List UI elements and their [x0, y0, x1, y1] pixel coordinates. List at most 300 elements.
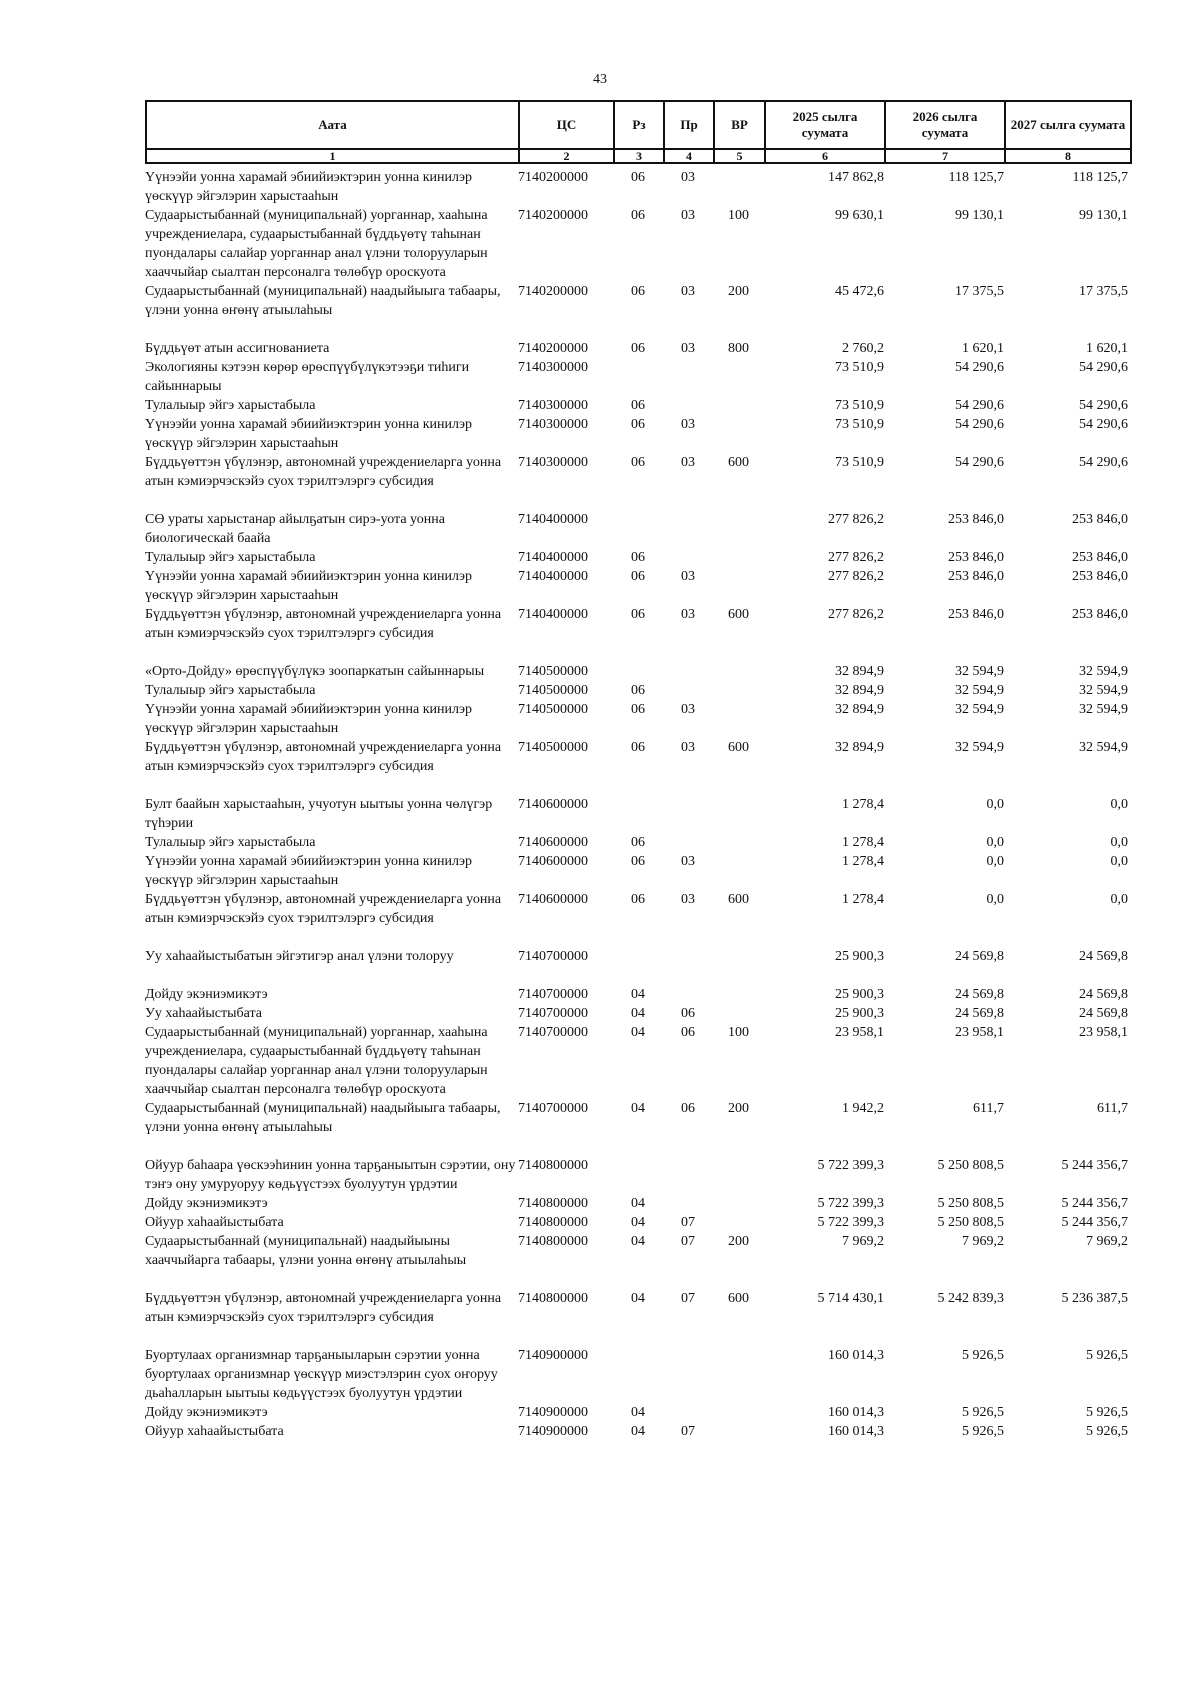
row-amount-2026: 24 569,8	[955, 987, 1004, 1002]
row-pr: 06	[681, 1025, 695, 1040]
row-pr: 07	[681, 1424, 695, 1439]
row-pr: 07	[681, 1291, 695, 1306]
row-vr	[713, 947, 764, 985]
row-amount-2025: 45 472,6	[835, 284, 884, 299]
table-row	[145, 548, 1130, 567]
row-name: Судаарыстыбаннай (муниципальнай) наадыйыыга табаары, үлэни уонна өҥөнү атыылаһыы	[145, 284, 501, 318]
table-row	[145, 1346, 1130, 1403]
row-vr	[713, 795, 764, 833]
row-amount-2027: 253 846,0	[1072, 569, 1128, 584]
table-row	[145, 985, 1130, 1004]
table-row	[145, 1422, 1130, 1441]
row-amount-2026: 0,0	[986, 835, 1004, 850]
row-amount-2027: 24 569,8	[1079, 987, 1128, 1002]
row-cs: 7140600000	[518, 835, 588, 850]
row-name: Экологияны кэтээн көрөр өрөспүүбүлүкэтээҕи тиһиги сайыннарыы	[145, 360, 470, 394]
table-row	[145, 567, 1130, 605]
row-amount-2027: 7 969,2	[1086, 1234, 1128, 1249]
table-row	[145, 890, 1130, 947]
row-amount-2026: 5 250 808,5	[937, 1215, 1004, 1230]
row-cs: 7140900000	[518, 1348, 588, 1363]
row-vr: 100	[728, 208, 749, 223]
row-amount-2026: 54 290,6	[955, 360, 1004, 375]
row-amount-2027: 253 846,0	[1072, 512, 1128, 527]
row-pr: 03	[681, 417, 695, 432]
header-num-6: 6	[765, 149, 885, 163]
row-amount-2026: 32 594,9	[955, 683, 1004, 698]
row-cs: 7140800000	[518, 1158, 588, 1173]
row-amount-2026: 7 969,2	[962, 1234, 1004, 1249]
row-name: Дойду экэниэмикэтэ	[145, 1405, 268, 1420]
row-amount-2027: 54 290,6	[1079, 417, 1128, 432]
header-cs: ЦС	[519, 101, 614, 149]
row-name: Судаарыстыбаннай (муниципальнай) уорганнар, хааһына учреждениелара, судаарыстыбаннай бүддьүөтү таһынан пуондалары салайар уорганнар анал үлэни толорууларын хааччыйар сыалтан персоналга төлөбүр ороскуота	[145, 1025, 488, 1097]
row-cs: 7140700000	[518, 1101, 588, 1116]
row-name: Тулалыыр эйгэ харыстабыла	[145, 683, 316, 698]
row-amount-2026: 5 250 808,5	[937, 1196, 1004, 1211]
row-rz: 06	[631, 284, 645, 299]
row-amount-2025: 32 894,9	[835, 702, 884, 717]
row-amount-2026: 5 926,5	[962, 1405, 1004, 1420]
row-amount-2025: 1 278,4	[842, 797, 884, 812]
row-amount-2026: 0,0	[986, 854, 1004, 869]
row-vr: 600	[728, 740, 749, 755]
row-pr	[663, 681, 713, 700]
row-amount-2025: 32 894,9	[835, 664, 884, 679]
row-cs: 7140600000	[518, 797, 588, 812]
row-vr: 600	[728, 455, 749, 470]
row-name: Судаарыстыбаннай (муниципальнай) уорганнар, хааһына учреждениелара, судаарыстыбаннай бүддьүөтү таһынан пуондалары салайар уорганнар анал үлэни толорууларын хааччыйар сыалтан персоналга төлөбүр ороскуота	[145, 208, 488, 280]
table-row	[145, 1403, 1130, 1422]
row-rz	[613, 1156, 663, 1194]
row-name: Бүддьүөттэн үбүлэнэр, автономнай учреждениеларга уонна атын кэмиэрчэскэйэ суох тэрилтэлэргэ субсидия	[145, 740, 502, 774]
row-pr	[663, 358, 713, 396]
row-pr	[663, 396, 713, 415]
row-vr: 800	[728, 341, 749, 356]
row-rz	[613, 795, 663, 833]
row-amount-2027: 5 926,5	[1086, 1405, 1128, 1420]
row-vr	[713, 510, 764, 548]
row-amount-2025: 73 510,9	[835, 455, 884, 470]
row-pr: 03	[681, 854, 695, 869]
row-vr	[713, 833, 764, 852]
row-rz: 04	[631, 1101, 645, 1116]
row-cs: 7140500000	[518, 683, 588, 698]
table-row	[145, 1004, 1130, 1023]
header-num-4: 4	[664, 149, 714, 163]
table-row	[145, 738, 1130, 795]
row-name: Ойуур баһаара үөскээһинин уонна тарҕаныытын сэрэтии, ону тэҥэ ону умуруоруу көдьүүстээх буолуутун үрдэтии	[145, 1158, 516, 1192]
row-amount-2026: 24 569,8	[955, 1006, 1004, 1021]
row-cs: 7140700000	[518, 987, 588, 1002]
row-name: Бүддьүөттэн үбүлэнэр, автономнай учреждениеларга уонна атын кэмиэрчэскэйэ суох тэрилтэлэргэ субсидия	[145, 1291, 502, 1325]
header-name: Аата	[146, 101, 519, 149]
row-amount-2027: 5 926,5	[1086, 1348, 1128, 1363]
table-row	[145, 282, 1130, 339]
row-amount-2026: 253 846,0	[948, 512, 1004, 527]
row-cs: 7140300000	[518, 455, 588, 470]
row-vr	[713, 681, 764, 700]
row-cs: 7140900000	[518, 1405, 588, 1420]
row-amount-2025: 5 722 399,3	[817, 1196, 884, 1211]
row-amount-2025: 160 014,3	[828, 1405, 884, 1420]
row-amount-2026: 54 290,6	[955, 455, 1004, 470]
row-rz: 04	[631, 987, 645, 1002]
row-pr: 03	[681, 208, 695, 223]
row-rz: 06	[631, 854, 645, 869]
row-vr	[713, 1422, 764, 1441]
row-amount-2025: 73 510,9	[835, 398, 884, 413]
row-name: Ойуур хаһаайыстыбата	[145, 1215, 284, 1230]
table-row	[145, 833, 1130, 852]
header-2027: 2027 сылга суумата	[1005, 101, 1131, 149]
row-name: Ойуур хаһаайыстыбата	[145, 1424, 284, 1439]
row-amount-2026: 5 926,5	[962, 1348, 1004, 1363]
row-amount-2025: 5 722 399,3	[817, 1158, 884, 1173]
row-pr	[663, 662, 713, 681]
row-cs: 7140200000	[518, 208, 588, 223]
row-vr	[713, 700, 764, 738]
row-pr	[663, 985, 713, 1004]
header-vr: ВР	[714, 101, 765, 149]
row-cs: 7140700000	[518, 1006, 588, 1021]
row-amount-2027: 5 244 356,7	[1061, 1215, 1128, 1230]
row-vr	[713, 1346, 764, 1403]
header-num-5: 5	[714, 149, 765, 163]
row-cs: 7140900000	[518, 1424, 588, 1439]
row-vr: 600	[728, 1291, 749, 1306]
header-num-3: 3	[614, 149, 664, 163]
header-num-8: 8	[1005, 149, 1131, 163]
row-vr	[713, 415, 764, 453]
row-cs: 7140400000	[518, 569, 588, 584]
row-name: Тулалыыр эйгэ харыстабыла	[145, 398, 316, 413]
row-amount-2026: 17 375,5	[955, 284, 1004, 299]
row-name: Бүддьүөттэн үбүлэнэр, автономнай учреждениеларга уонна атын кэмиэрчэскэйэ суох тэрилтэлэргэ субсидия	[145, 607, 502, 641]
table-row	[145, 795, 1130, 833]
row-amount-2026: 99 130,1	[955, 208, 1004, 223]
table-row	[145, 681, 1130, 700]
row-amount-2027: 32 594,9	[1079, 740, 1128, 755]
row-amount-2027: 0,0	[1110, 854, 1128, 869]
row-amount-2025: 1 278,4	[842, 854, 884, 869]
row-amount-2027: 5 236 387,5	[1061, 1291, 1128, 1306]
row-name: Судаарыстыбаннай (муниципальнай) наадыйыыны хааччыйарга табаары, үлэни уонна өҥөнү атыылаһыы	[145, 1234, 467, 1268]
table-row	[145, 1213, 1130, 1232]
row-amount-2027: 23 958,1	[1079, 1025, 1128, 1040]
header-num-1: 1	[146, 149, 519, 163]
row-amount-2025: 73 510,9	[835, 417, 884, 432]
row-amount-2026: 5 242 839,3	[937, 1291, 1004, 1306]
header-2025: 2025 сылга суумата	[765, 101, 885, 149]
row-amount-2027: 253 846,0	[1072, 550, 1128, 565]
row-amount-2027: 54 290,6	[1079, 455, 1128, 470]
row-name: Бүддьүөттэн үбүлэнэр, автономнай учреждениеларга уонна атын кэмиэрчэскэйэ суох тэрилтэлэргэ субсидия	[145, 892, 502, 926]
row-amount-2027: 5 244 356,7	[1061, 1196, 1128, 1211]
row-name: Үүнээйи уонна харамай эбиийиэктэрин уонна кинилэр үөскүүр эйгэлэрин харыстааһын	[145, 417, 472, 451]
table-row	[145, 453, 1130, 510]
header-pr: Пр	[664, 101, 714, 149]
row-rz: 06	[631, 398, 645, 413]
row-amount-2026: 611,7	[973, 1101, 1004, 1116]
row-amount-2026: 5 250 808,5	[937, 1158, 1004, 1173]
row-amount-2025: 5 722 399,3	[817, 1215, 884, 1230]
row-name: Уу хаһаайыстыбата	[145, 1006, 262, 1021]
row-pr: 03	[681, 341, 695, 356]
row-vr	[713, 358, 764, 396]
row-amount-2027: 32 594,9	[1079, 702, 1128, 717]
budget-table-body	[145, 168, 1130, 1441]
table-row	[145, 662, 1130, 681]
row-vr	[713, 168, 764, 206]
row-amount-2027: 32 594,9	[1079, 664, 1128, 679]
row-amount-2027: 118 125,7	[1072, 170, 1128, 185]
row-amount-2025: 1 278,4	[842, 892, 884, 907]
row-amount-2026: 253 846,0	[948, 569, 1004, 584]
row-amount-2026: 32 594,9	[955, 740, 1004, 755]
row-cs: 7140200000	[518, 284, 588, 299]
row-rz: 04	[631, 1405, 645, 1420]
table-row	[145, 510, 1130, 548]
row-amount-2027: 0,0	[1110, 892, 1128, 907]
row-pr: 03	[681, 455, 695, 470]
row-pr	[663, 1403, 713, 1422]
row-name: Дойду экэниэмикэтэ	[145, 987, 268, 1002]
row-pr	[663, 510, 713, 548]
row-name: Тулалыыр эйгэ харыстабыла	[145, 550, 316, 565]
row-pr: 06	[681, 1101, 695, 1116]
row-vr	[713, 548, 764, 567]
row-cs: 7140400000	[518, 607, 588, 622]
row-vr	[713, 985, 764, 1004]
row-rz: 04	[631, 1291, 645, 1306]
row-vr	[713, 1004, 764, 1023]
row-cs: 7140500000	[518, 740, 588, 755]
table-row	[145, 1289, 1130, 1346]
row-amount-2027: 0,0	[1110, 797, 1128, 812]
row-cs: 7140200000	[518, 341, 588, 356]
row-cs: 7140800000	[518, 1291, 588, 1306]
row-name: Үүнээйи уонна харамай эбиийиэктэрин уонна кинилэр үөскүүр эйгэлэрин харыстааһын	[145, 854, 472, 888]
row-name: Судаарыстыбаннай (муниципальнай) наадыйыыга табаары, үлэни уонна өҥөнү атыылаһыы	[145, 1101, 501, 1135]
row-rz: 06	[631, 341, 645, 356]
table-row	[145, 206, 1130, 282]
row-vr	[713, 1213, 764, 1232]
row-rz: 04	[631, 1234, 645, 1249]
table-row	[145, 852, 1130, 890]
row-pr: 03	[681, 284, 695, 299]
row-vr: 600	[728, 607, 749, 622]
row-amount-2026: 32 594,9	[955, 702, 1004, 717]
row-rz: 04	[631, 1196, 645, 1211]
row-cs: 7140800000	[518, 1196, 588, 1211]
row-vr: 200	[728, 1101, 749, 1116]
header-2026: 2026 сылга суумата	[885, 101, 1005, 149]
row-pr: 07	[681, 1234, 695, 1249]
row-amount-2026: 0,0	[986, 892, 1004, 907]
row-name: Үүнээйи уонна харамай эбиийиэктэрин уонна кинилэр үөскүүр эйгэлэрин харыстааһын	[145, 702, 472, 736]
table-row	[145, 396, 1130, 415]
row-vr: 200	[728, 1234, 749, 1249]
row-vr	[713, 852, 764, 890]
row-cs: 7140300000	[518, 398, 588, 413]
row-rz: 06	[631, 835, 645, 850]
row-pr: 03	[681, 892, 695, 907]
row-amount-2027: 24 569,8	[1079, 1006, 1128, 1021]
row-pr: 06	[681, 1006, 695, 1021]
row-amount-2025: 277 826,2	[828, 607, 884, 622]
row-name: Уу хаһаайыстыбатын эйгэтигэр анал үлэни толоруу	[145, 949, 454, 964]
row-vr	[713, 1403, 764, 1422]
row-rz: 06	[631, 170, 645, 185]
row-rz	[613, 358, 663, 396]
header-num-2: 2	[519, 149, 614, 163]
row-name: Тулалыыр эйгэ харыстабыла	[145, 835, 316, 850]
row-cs: 7140400000	[518, 512, 588, 527]
row-rz	[613, 662, 663, 681]
row-rz: 04	[631, 1424, 645, 1439]
row-amount-2027: 24 569,8	[1079, 949, 1128, 964]
row-cs: 7140300000	[518, 360, 588, 375]
row-name: Үүнээйи уонна харамай эбиийиэктэрин уонна кинилэр үөскүүр эйгэлэрин харыстааһын	[145, 569, 472, 603]
row-cs: 7140700000	[518, 949, 588, 964]
table-row	[145, 1232, 1130, 1289]
row-amount-2027: 99 130,1	[1079, 208, 1128, 223]
row-amount-2025: 73 510,9	[835, 360, 884, 375]
row-vr: 200	[728, 284, 749, 299]
row-name: Дойду экэниэмикэтэ	[145, 1196, 268, 1211]
row-amount-2027: 54 290,6	[1079, 398, 1128, 413]
row-rz: 04	[631, 1025, 645, 1040]
row-amount-2025: 2 760,2	[842, 341, 884, 356]
row-amount-2026: 118 125,7	[948, 170, 1004, 185]
row-pr: 03	[681, 170, 695, 185]
row-rz	[613, 510, 663, 548]
row-rz	[613, 1346, 663, 1403]
row-amount-2027: 1 620,1	[1086, 341, 1128, 356]
row-cs: 7140700000	[518, 1025, 588, 1040]
row-name: Бүддьүөттэн үбүлэнэр, автономнай учреждениеларга уонна атын кэмиэрчэскэйэ суох тэрилтэлэргэ субсидия	[145, 455, 502, 489]
row-amount-2027: 5 244 356,7	[1061, 1158, 1128, 1173]
row-rz: 06	[631, 455, 645, 470]
table-row	[145, 947, 1130, 985]
row-amount-2025: 25 900,3	[835, 949, 884, 964]
row-cs: 7140600000	[518, 892, 588, 907]
row-amount-2025: 7 969,2	[842, 1234, 884, 1249]
row-cs: 7140800000	[518, 1215, 588, 1230]
row-rz: 04	[631, 1215, 645, 1230]
row-amount-2027: 5 926,5	[1086, 1424, 1128, 1439]
row-amount-2025: 25 900,3	[835, 1006, 884, 1021]
row-amount-2025: 277 826,2	[828, 550, 884, 565]
row-amount-2027: 611,7	[1097, 1101, 1128, 1116]
row-rz: 06	[631, 683, 645, 698]
row-vr	[713, 1194, 764, 1213]
row-amount-2025: 5 714 430,1	[817, 1291, 884, 1306]
row-name: СӨ ураты харыстанар айылҕатын сирэ-уота уонна биологическай баайа	[145, 512, 445, 546]
row-rz: 06	[631, 417, 645, 432]
row-pr	[663, 833, 713, 852]
row-amount-2026: 5 926,5	[962, 1424, 1004, 1439]
table-row	[145, 1156, 1130, 1194]
row-amount-2026: 1 620,1	[962, 341, 1004, 356]
row-amount-2026: 23 958,1	[955, 1025, 1004, 1040]
table-row	[145, 605, 1130, 662]
row-vr: 600	[728, 892, 749, 907]
row-amount-2025: 147 862,8	[828, 170, 884, 185]
row-pr: 03	[681, 702, 695, 717]
table-row	[145, 415, 1130, 453]
row-pr	[663, 1156, 713, 1194]
row-cs: 7140400000	[518, 550, 588, 565]
row-amount-2025: 99 630,1	[835, 208, 884, 223]
row-amount-2025: 25 900,3	[835, 987, 884, 1002]
row-amount-2025: 277 826,2	[828, 512, 884, 527]
row-rz: 06	[631, 702, 645, 717]
row-amount-2026: 54 290,6	[955, 417, 1004, 432]
row-amount-2026: 54 290,6	[955, 398, 1004, 413]
table-row	[145, 1023, 1130, 1099]
table-row	[145, 1194, 1130, 1213]
row-amount-2025: 160 014,3	[828, 1348, 884, 1363]
page-number: 43	[593, 72, 607, 87]
header-num-7: 7	[885, 149, 1005, 163]
row-amount-2026: 24 569,8	[955, 949, 1004, 964]
row-pr: 03	[681, 607, 695, 622]
table-row	[145, 339, 1130, 358]
row-amount-2027: 17 375,5	[1079, 284, 1128, 299]
row-pr	[663, 947, 713, 985]
row-vr: 100	[728, 1025, 749, 1040]
row-pr	[663, 795, 713, 833]
row-amount-2025: 1 278,4	[842, 835, 884, 850]
row-amount-2027: 0,0	[1110, 835, 1128, 850]
row-cs: 7140500000	[518, 664, 588, 679]
row-pr	[663, 1194, 713, 1213]
row-amount-2026: 253 846,0	[948, 550, 1004, 565]
row-amount-2025: 160 014,3	[828, 1424, 884, 1439]
row-vr	[713, 662, 764, 681]
row-rz: 06	[631, 740, 645, 755]
row-cs: 7140200000	[518, 170, 588, 185]
table-row	[145, 358, 1130, 396]
row-amount-2025: 32 894,9	[835, 740, 884, 755]
row-rz: 06	[631, 569, 645, 584]
row-amount-2025: 1 942,2	[842, 1101, 884, 1116]
row-rz	[613, 947, 663, 985]
row-amount-2026: 0,0	[986, 797, 1004, 812]
row-pr: 03	[681, 569, 695, 584]
row-rz: 06	[631, 892, 645, 907]
row-vr	[713, 396, 764, 415]
row-cs: 7140800000	[518, 1234, 588, 1249]
row-name: Буортулаах организмнар тарҕаныыларын сэрэтии уонна буортулаах организмнар үөскүүр миэстэлэрин суох оҥоруу дьаһалларын ыытыы көдьүүстээх буолуутун үрдэтии	[145, 1348, 498, 1401]
row-name: «Орто-Дойду» өрөспүүбүлүкэ зоопаркатын сайыннарыы	[145, 664, 485, 679]
row-vr	[713, 1156, 764, 1194]
header-rz: Рз	[614, 101, 664, 149]
row-name: Булт баайын харыстааһын, учуотун ыытыы уонна чөлүгэр түһэрии	[145, 797, 493, 831]
row-amount-2025: 23 958,1	[835, 1025, 884, 1040]
row-amount-2026: 253 846,0	[948, 607, 1004, 622]
row-amount-2027: 54 290,6	[1079, 360, 1128, 375]
row-cs: 7140600000	[518, 854, 588, 869]
table-row	[145, 700, 1130, 738]
row-pr: 07	[681, 1215, 695, 1230]
table-row	[145, 168, 1130, 206]
row-rz: 06	[631, 208, 645, 223]
row-pr	[663, 548, 713, 567]
row-cs: 7140300000	[518, 417, 588, 432]
